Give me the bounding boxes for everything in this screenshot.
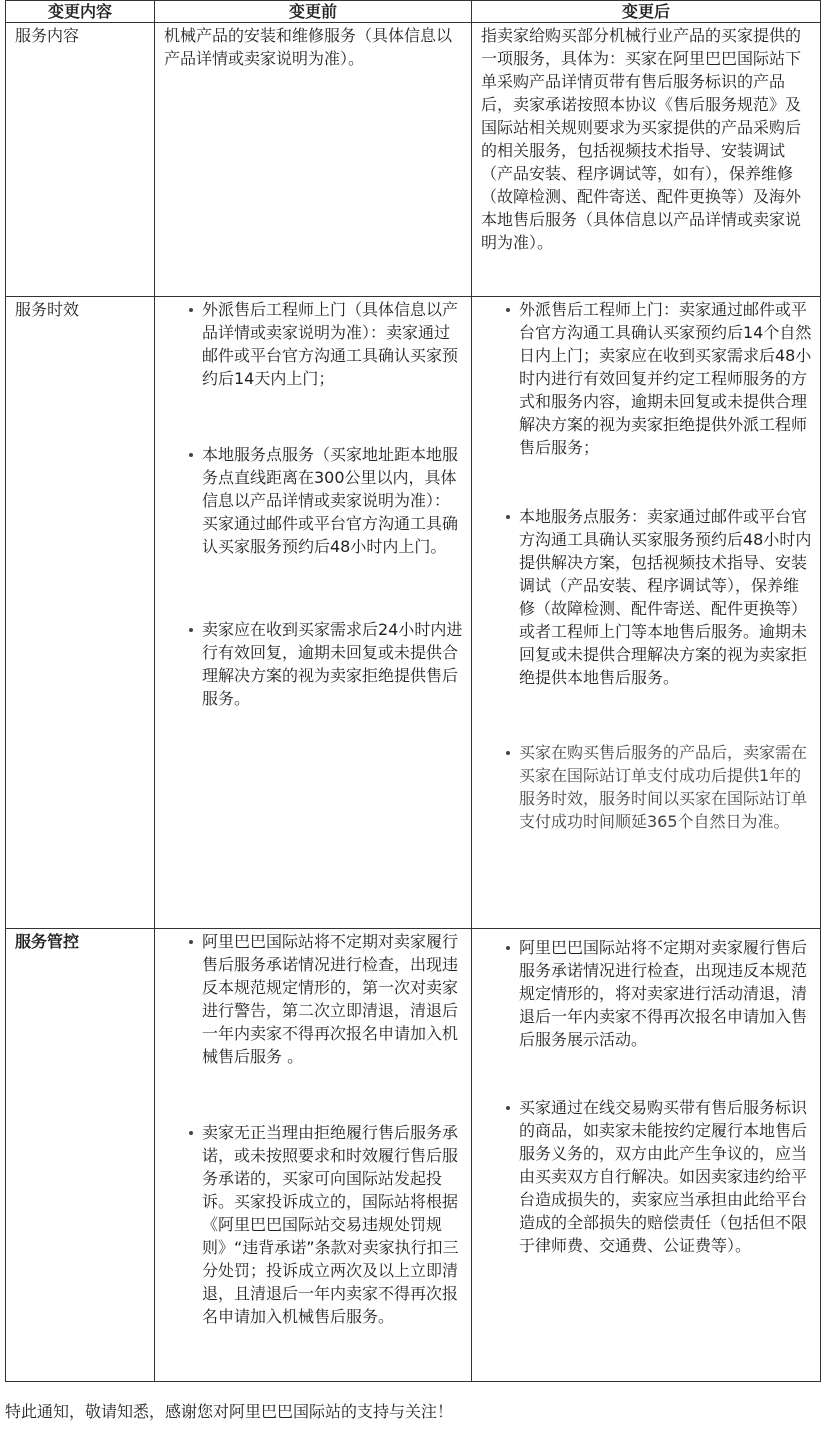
before-list: [164, 298, 465, 710]
after-list: [481, 936, 814, 1257]
footer-notice: 特此通知，敬请知悉，感谢您对阿里巴巴国际站的支持与关注！: [5, 1402, 454, 1421]
header-before: 变更前: [155, 1, 472, 23]
list-item: 买家通过在线交易购买带有售后服务标识的商品，如卖家未能按约定履行本地售后服务义务的，双方由此产生争议的，应当由买卖双方自行解决。如因卖家违约给平台造成损失的，卖家应当承担由此给平台造成的全部损失的赔偿责任（包括但不限于律师费、交通费、公证费等）。: [519, 1096, 814, 1257]
header-change-item: 变更内容: [6, 1, 155, 23]
row-label: 服务时效: [6, 297, 155, 929]
before-text: 机械产品的安装和维修服务（具体信息以产品详情或卖家说明为准）。: [164, 26, 453, 68]
after-cell: [472, 929, 821, 1382]
after-text: 指卖家给购买部分机械行业产品的买家提供的一项服务，具体为：买家在阿里巴巴国际站下单采购产品详情页带有售后服务标识的产品后，卖家承诺按照本协议《售后服务规范》及国际站相关规则要求为买家提供的产品采购后的相关服务，包括视频技术指导、安装调试（产品安装、程序调试等，如有），保养维修（故障检测、配件寄送、配件更换等）及海外本地售后服务（具体信息以产品详情或卖家说明为准）。: [481, 26, 802, 252]
list-item: 卖家无正当理由拒绝履行售后服务承诺，或未按照要求和时效履行售后服务承诺的，买家可向国际站发起投诉。买家投诉成立的，国际站将根据《阿里巴巴国际站交易违规处罚规则》“违背承诺”条款对卖家执行扣三分处罚；投诉成立两次及以上立即清退，且清退后一年内卖家不得再次报名申请加入机械售后服务。: [202, 1121, 465, 1328]
row-label: 服务管控: [6, 929, 155, 1382]
list-item: 阿里巴巴国际站将不定期对卖家履行售后服务承诺情况进行检查，出现违反本规范规定情形的，将对卖家进行活动清退，清退后一年内卖家不得再次报名申请加入售后服务展示活动。: [519, 936, 814, 1051]
row-service-content: [6, 23, 821, 297]
row-service-control: [6, 929, 821, 1382]
header-after: 变更后: [472, 1, 821, 23]
after-cell: [472, 23, 821, 297]
before-list: [164, 930, 465, 1328]
before-cell: [155, 23, 472, 297]
list-item: 卖家应在收到买家需求后24小时内进行有效回复，逾期未回复或未提供合理解决方案的视为卖家拒绝提供售后服务。: [202, 618, 465, 710]
after-list: [481, 298, 814, 833]
row-service-timeliness: [6, 297, 821, 929]
before-cell: [155, 297, 472, 929]
list-item: 本地服务点服务：卖家通过邮件或平台官方沟通工具确认买家服务预约后48小时内提供解决方案，包括视频技术指导、安装调试（产品安装、程序调试等），保养维修（故障检测、配件寄送、配件更换等）或者工程师上门等本地售后服务。逾期未回复或未提供合理解决方案的视为卖家拒绝提供本地售后服务。: [519, 505, 814, 689]
table-header-row: [6, 1, 821, 23]
row-label: 服务内容: [6, 23, 155, 297]
after-cell: [472, 297, 821, 929]
list-item: 外派售后工程师上门（具体信息以产品详情或卖家说明为准）：卖家通过邮件或平台官方沟通工具确认买家预约后14天内上门；: [202, 298, 465, 390]
list-item: 外派售后工程师上门：卖家通过邮件或平台官方沟通工具确认买家预约后14个自然日内上门；卖家应在收到买家需求后48小时内进行有效回复并约定工程师服务的方式和服务内容，逾期未回复或未提供合理解决方案的视为卖家拒绝提供外派工程师售后服务；: [519, 298, 814, 459]
list-item: 买家在购买售后服务的产品后，卖家需在买家在国际站订单支付成功后提供1年的服务时效，服务时间以买家在国际站订单支付成功时间顺延365个自然日为准。: [519, 741, 814, 833]
change-comparison-table: [5, 0, 821, 1382]
list-item: 阿里巴巴国际站将不定期对卖家履行售后服务承诺情况进行检查，出现违反本规范规定情形的，第一次对卖家进行警告，第二次立即清退，清退后一年内卖家不得再次报名申请加入机械售后服务 。: [202, 930, 465, 1068]
before-cell: [155, 929, 472, 1382]
list-item: 本地服务点服务（买家地址距本地服务点直线距离在300公里以内，具体信息以产品详情或卖家说明为准）：买家通过邮件或平台官方沟通工具确认买家服务预约后48小时内上门。: [202, 443, 465, 558]
